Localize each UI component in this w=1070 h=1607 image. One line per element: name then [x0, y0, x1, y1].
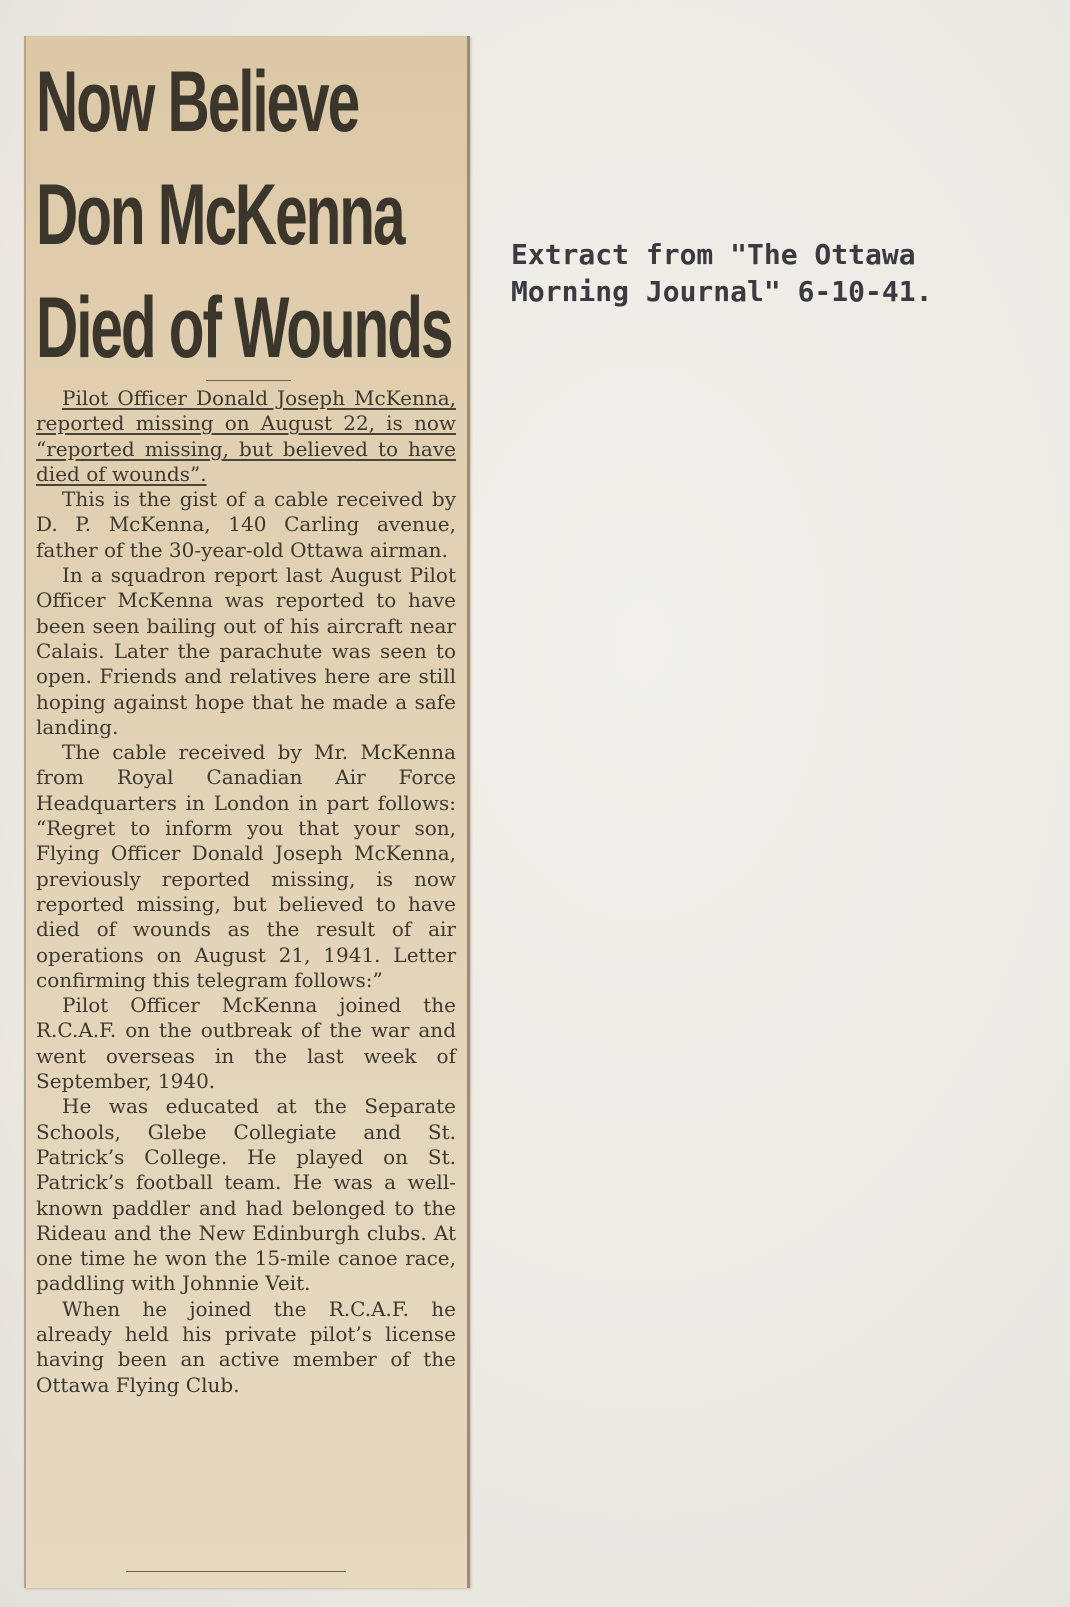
article-body — [36, 386, 456, 1398]
article-paragraph-5: Pilot Officer McKenna joined the R.C.A.F. on the outbreak of the war and went overseas in the last week of September, 1940. — [36, 993, 456, 1094]
article-paragraph-4: The cable received by Mr. McKenna from Royal Canadian Air Force Headquarters in London in part follows: “Regret to inform you that your son, Flying Officer Donald Joseph McKenna, previously reported missing, is now reported missing, but believed to have died of wounds as the result of air operations on August 21, 1941. Letter confirming this telegram follows:” — [36, 740, 456, 992]
typed-source-note — [511, 236, 932, 310]
typed-note-line-1: Extract from "The Ottawa — [511, 238, 916, 271]
end-divider — [126, 1571, 346, 1572]
article-paragraph-6: He was educated at the Separate Schools, Glebe Collegiate and St. Patrick’s College. He played on St. Patrick’s football team. He was a well-known paddler and had belonged to the Rideau and the New Edinburgh clubs. At one time he won the 15-mile canoe race, paddling with Johnnie Veit. — [36, 1094, 456, 1296]
article-paragraph-7: When he joined the R.C.A.F. he already held his private pilot’s license having been an active member of the Ottawa Flying Club. — [36, 1296, 456, 1397]
article-paragraph-1: Pilot Officer Donald Joseph McKenna, reported missing on August 22, is now “reported missing, but believed to have died of wounds”. — [36, 386, 456, 486]
newspaper-clipping — [24, 36, 470, 1588]
article-paragraph-3: In a squadron report last August Pilot Officer McKenna was reported to have been seen bailing out of his aircraft near Calais. Later the parachute was seen to open. Friends and relatives here are still hoping against hope that he made a safe landing. — [36, 563, 456, 739]
headline-divider — [206, 380, 291, 381]
article-paragraph-2: This is the gist of a cable received by D. P. McKenna, 140 Carling avenue, father of the 30-year-old Ottawa airman. — [36, 487, 456, 562]
headline-line-1: Now Believe — [36, 54, 359, 150]
headline-line-3: Died of Wounds — [36, 280, 452, 376]
headline — [36, 46, 452, 385]
typed-note-line-2: Morning Journal" 6-10-41. — [511, 275, 933, 308]
headline-line-2: Don McKenna — [36, 167, 404, 263]
